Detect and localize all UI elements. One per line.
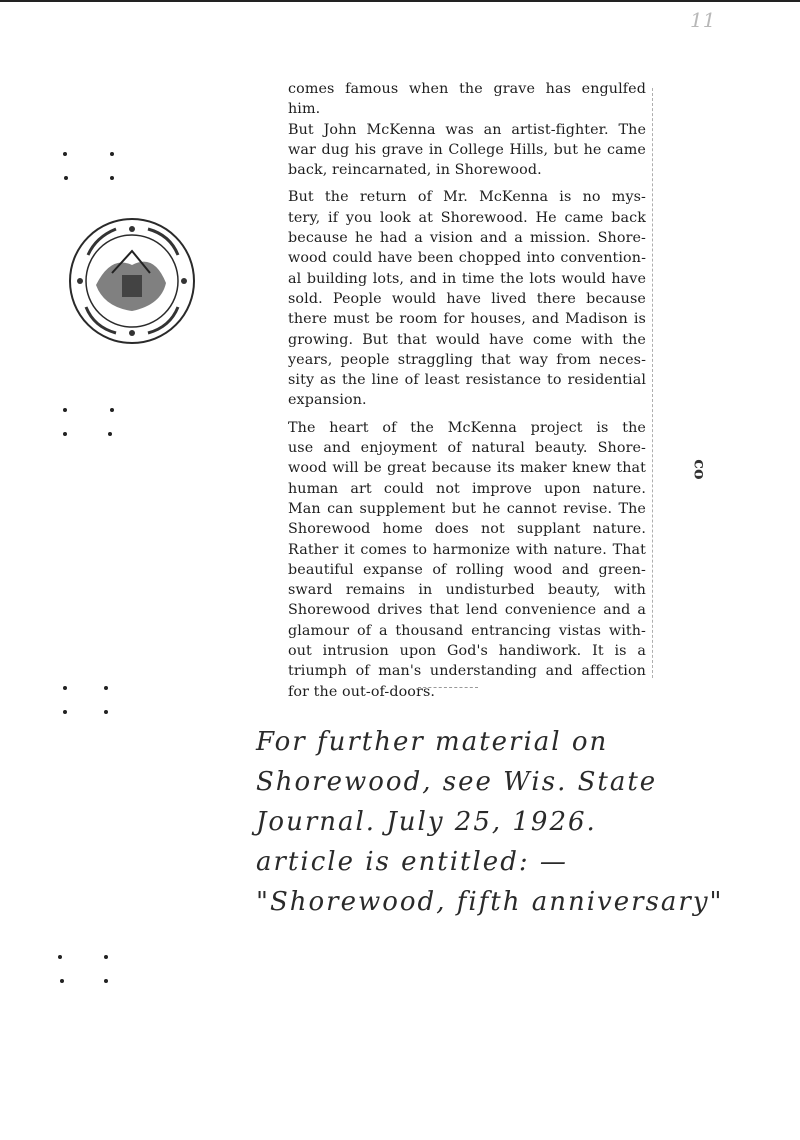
- text-line: Rather it comes to harmonize with nature. That: [288, 541, 646, 558]
- punch-dot: [110, 152, 114, 156]
- seal-graphic: [66, 215, 198, 347]
- punch-dot: [110, 408, 114, 412]
- margin-rule: [652, 88, 654, 678]
- handwritten-line: Journal. July 25, 1926.: [256, 807, 597, 837]
- text-line: expansion.: [288, 392, 367, 409]
- handwritten-note: [256, 722, 776, 922]
- text-line: Shorewood home does not supplant nature.: [288, 521, 646, 538]
- text-line: war dug his grave in College Hills, but he came: [288, 141, 646, 158]
- punch-dot: [63, 152, 67, 156]
- text-line: comes famous when the grave has engulfed him.: [288, 81, 646, 118]
- end-rule: [418, 687, 478, 688]
- text-line: sity as the line of least resistance to residential: [288, 372, 646, 389]
- text-line: there must be room for houses, and Madison is: [288, 311, 646, 328]
- handwritten-line: Shorewood, see Wis. State: [256, 767, 658, 797]
- typed-article-text: [288, 79, 646, 702]
- punch-dot: [104, 979, 108, 983]
- handwritten-line: article is entitled: —: [256, 847, 568, 877]
- text-line: But John McKenna was an artist-fighter. The: [288, 121, 646, 138]
- punch-dot: [63, 686, 67, 690]
- text-line: sold. People would have lived there because: [288, 290, 646, 307]
- text-line: beautiful expanse of rolling wood and green-: [288, 561, 646, 578]
- text-line: years, people straggling that way from neces-: [288, 351, 646, 368]
- handwritten-line: "Shorewood, fifth anniversary": [256, 887, 724, 917]
- paragraph-gap: [288, 180, 646, 187]
- punch-dot: [58, 955, 62, 959]
- punch-dot: [60, 979, 64, 983]
- text-line: al building lots, and in time the lots would have: [288, 270, 646, 287]
- paragraph-gap: [288, 411, 646, 418]
- text-line: because he had a vision and a mission. Shore-: [288, 230, 646, 247]
- text-line: use and enjoyment of natural beauty. Shore-: [288, 440, 646, 457]
- punch-dot: [63, 432, 67, 436]
- top-border-rule: [0, 0, 800, 2]
- text-line: But the return of Mr. McKenna is no mys-: [288, 189, 646, 206]
- text-line: triumph of man's understanding and affection: [288, 663, 646, 680]
- text-line: human art could not improve upon nature.: [288, 480, 646, 497]
- text-line: Shorewood drives that lend convenience and a: [288, 602, 646, 619]
- text-line: Man can supplement but he cannot revise. The: [288, 500, 646, 517]
- punch-dot: [63, 710, 67, 714]
- text-line: growing. But that would have come with the: [288, 331, 646, 348]
- text-line: tery, if you look at Shorewood. He came back: [288, 209, 646, 226]
- text-line: for the out-of-doors.: [288, 683, 436, 700]
- text-line: wood will be great because its maker knew that: [288, 460, 646, 477]
- text-line: back, reincarnated, in Shorewood.: [288, 162, 542, 179]
- punch-dot: [64, 176, 68, 180]
- text-line: sward remains in undisturbed beauty, with: [288, 582, 646, 599]
- text-line: wood could have been chopped into convention-: [288, 250, 646, 267]
- text-line: glamour of a thousand entrancing vistas with-: [288, 622, 646, 639]
- punch-dot: [104, 710, 108, 714]
- page-mark: 11: [690, 8, 716, 32]
- punch-dot: [104, 686, 108, 690]
- side-mark: co: [690, 459, 710, 480]
- punch-dot: [104, 955, 108, 959]
- text-line: The heart of the McKenna project is the: [288, 419, 646, 436]
- punch-dot: [108, 432, 112, 436]
- punch-dot: [110, 176, 114, 180]
- text-line: out intrusion upon God's handiwork. It is a: [288, 643, 646, 660]
- historical-society-seal: [66, 215, 198, 347]
- handwritten-line: For further material on: [256, 727, 609, 757]
- punch-dot: [63, 408, 67, 412]
